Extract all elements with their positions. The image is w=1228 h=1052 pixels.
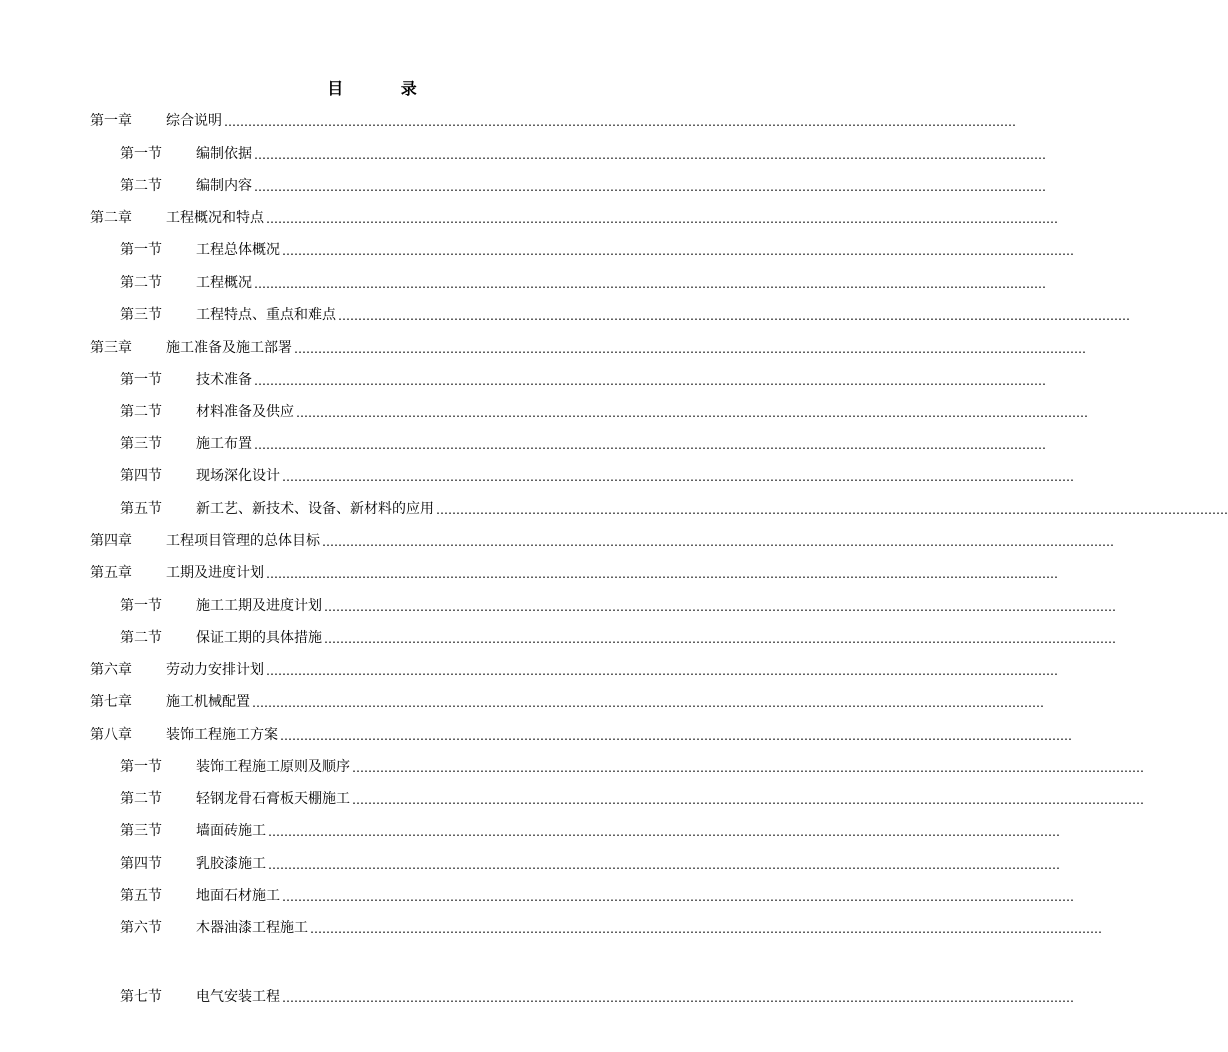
toc-entry-number: 第二节 (120, 178, 162, 194)
toc-entry-number: 第七节 (120, 989, 162, 1005)
dot-leader: ……………………………………………………………………………………………………………………………………………………………………………… (282, 890, 1074, 904)
toc-entry-number: 第四章 (90, 533, 132, 549)
dot-leader: ……………………………………………………………………………………………………………………………………………………………………………… (254, 180, 1046, 194)
toc-entry[interactable] (90, 560, 1058, 582)
toc-entry-number: 第七章 (90, 694, 132, 710)
dot-leader: ……………………………………………………………………………………………………………………………………………………………………………… (310, 922, 1102, 936)
toc-entry-title: 轻钢龙骨石膏板天棚施工 (196, 791, 350, 807)
toc-entry-title: 木器油漆工程施工 (196, 920, 308, 936)
dot-leader: ……………………………………………………………………………………………………………………………………………………………………………… (280, 729, 1072, 743)
toc-entry-title: 材料准备及供应 (196, 404, 294, 420)
dot-leader: ……………………………………………………………………………………………………………………………………………………………………………… (324, 600, 1116, 614)
toc-entry[interactable] (120, 270, 1046, 292)
toc-entry-number: 第一节 (120, 598, 162, 614)
toc-entry-number: 第三节 (120, 823, 162, 839)
toc-entry-title: 施工布置 (196, 436, 252, 452)
toc-entry-title: 工期及进度计划 (166, 565, 264, 581)
dot-leader: ……………………………………………………………………………………………………………………………………………………………………………… (268, 825, 1060, 839)
toc-entry-number: 第四节 (120, 468, 162, 484)
toc-entry-title: 工程特点、重点和难点 (196, 307, 336, 323)
toc-entry[interactable] (90, 335, 1086, 357)
toc-entry[interactable] (90, 689, 1044, 711)
toc-entry[interactable] (120, 367, 1046, 389)
toc-entry-title: 装饰工程施工方案 (166, 727, 278, 743)
toc-entry[interactable] (90, 205, 1058, 227)
toc-entry-number: 第一节 (120, 242, 162, 258)
toc-entry-number: 第一节 (120, 146, 162, 162)
toc-entry-title: 工程项目管理的总体目标 (166, 533, 320, 549)
dot-leader: ……………………………………………………………………………………………………………………………………………………………………………… (266, 567, 1058, 581)
toc-entry-number: 第二节 (120, 275, 162, 291)
toc-entry[interactable] (120, 625, 1116, 647)
toc-entry-number: 第四节 (120, 856, 162, 872)
toc-entry-number: 第五章 (90, 565, 132, 581)
toc-entry[interactable] (120, 915, 1102, 937)
toc-entry-title: 装饰工程施工原则及顺序 (196, 759, 350, 775)
dot-leader: ……………………………………………………………………………………………………………………………………………………………………………… (322, 535, 1114, 549)
toc-entry[interactable] (120, 754, 1144, 776)
toc-entry-title: 工程概况 (196, 275, 252, 291)
toc-entry[interactable] (120, 302, 1130, 324)
dot-leader: ……………………………………………………………………………………………………………………………………………………………………………… (282, 991, 1074, 1005)
toc-entry[interactable] (90, 528, 1114, 550)
dot-leader: ……………………………………………………………………………………………………………………………………………………………………………… (282, 470, 1074, 484)
toc-entry[interactable] (120, 851, 1060, 873)
toc-entry[interactable] (120, 496, 1228, 518)
toc-entry-title: 工程概况和特点 (166, 210, 264, 226)
page-title: 目 录 (327, 79, 443, 98)
toc-entry-number: 第一节 (120, 372, 162, 388)
dot-leader: ……………………………………………………………………………………………………………………………………………………………………………… (254, 374, 1046, 388)
toc-entry-title: 编制依据 (196, 146, 252, 162)
toc-entry-title: 保证工期的具体措施 (196, 630, 322, 646)
toc-entry-title: 新工艺、新技术、设备、新材料的应用 (196, 501, 434, 517)
toc-entry-number: 第六节 (120, 920, 162, 936)
toc-entry[interactable] (120, 593, 1116, 615)
toc-entry-number: 第二节 (120, 404, 162, 420)
dot-leader: ……………………………………………………………………………………………………………………………………………………………………………… (268, 858, 1060, 872)
toc-entry-title: 施工机械配置 (166, 694, 250, 710)
toc-entry[interactable] (90, 108, 1016, 130)
dot-leader: ……………………………………………………………………………………………………………………………………………………………………………… (436, 503, 1228, 517)
dot-leader: ……………………………………………………………………………………………………………………………………………………………………………… (266, 212, 1058, 226)
dot-leader: ……………………………………………………………………………………………………………………………………………………………………………… (282, 244, 1074, 258)
dot-leader: ……………………………………………………………………………………………………………………………………………………………………………… (352, 761, 1144, 775)
toc-entry-number: 第二节 (120, 630, 162, 646)
toc-entry[interactable] (120, 399, 1088, 421)
dot-leader: ……………………………………………………………………………………………………………………………………………………………………………… (296, 406, 1088, 420)
toc-entry[interactable] (120, 818, 1060, 840)
toc-entry-number: 第二节 (120, 791, 162, 807)
toc-entry-number: 第三章 (90, 340, 132, 356)
dot-leader: ……………………………………………………………………………………………………………………………………………………………………………… (324, 632, 1116, 646)
toc-entry-number: 第六章 (90, 662, 132, 678)
toc-entry-title: 墙面砖施工 (196, 823, 266, 839)
toc-entry-number: 第五节 (120, 501, 162, 517)
toc-entry[interactable] (120, 237, 1074, 259)
dot-leader: ……………………………………………………………………………………………………………………………………………………………………………… (254, 277, 1046, 291)
toc-entry-number: 第一章 (90, 113, 132, 129)
toc-entry-title: 施工工期及进度计划 (196, 598, 322, 614)
toc-entry-title: 编制内容 (196, 178, 252, 194)
toc-entry[interactable] (90, 722, 1072, 744)
toc-entry-title: 现场深化设计 (196, 468, 280, 484)
toc-entry-number: 第二章 (90, 210, 132, 226)
dot-leader: ……………………………………………………………………………………………………………………………………………………………………………… (254, 148, 1046, 162)
toc-entry[interactable] (90, 657, 1058, 679)
toc-entry-title: 综合说明 (166, 113, 222, 129)
toc-entry-number: 第三节 (120, 307, 162, 323)
dot-leader: ……………………………………………………………………………………………………………………………………………………………………………… (338, 309, 1130, 323)
toc-entry-title: 劳动力安排计划 (166, 662, 264, 678)
toc-entry[interactable] (120, 173, 1046, 195)
toc-entry-title: 电气安装工程 (196, 989, 280, 1005)
toc-entry-number: 第三节 (120, 436, 162, 452)
toc-entry[interactable] (120, 431, 1046, 453)
toc-entry[interactable] (120, 984, 1074, 1006)
toc-entry[interactable] (120, 463, 1074, 485)
toc-entry-title: 乳胶漆施工 (196, 856, 266, 872)
dot-leader: ……………………………………………………………………………………………………………………………………………………………………………… (352, 793, 1144, 807)
toc-entry-number: 第八章 (90, 727, 132, 743)
toc-entry[interactable] (120, 786, 1144, 808)
toc-entry-title: 施工准备及施工部署 (166, 340, 292, 356)
toc-entry-number: 第五节 (120, 888, 162, 904)
toc-entry-title: 地面石材施工 (196, 888, 280, 904)
toc-entry[interactable] (120, 883, 1074, 905)
dot-leader: ……………………………………………………………………………………………………………………………………………………………………………… (254, 438, 1046, 452)
toc-entry[interactable] (120, 141, 1046, 163)
dot-leader: ……………………………………………………………………………………………………………………………………………………………………………… (224, 115, 1016, 129)
toc-entry-title: 工程总体概况 (196, 242, 280, 258)
toc-entry-title: 技术准备 (196, 372, 252, 388)
dot-leader: ……………………………………………………………………………………………………………………………………………………………………………… (294, 342, 1086, 356)
toc-entry-number: 第一节 (120, 759, 162, 775)
dot-leader: ……………………………………………………………………………………………………………………………………………………………………………… (252, 696, 1044, 710)
dot-leader: ……………………………………………………………………………………………………………………………………………………………………………… (266, 664, 1058, 678)
